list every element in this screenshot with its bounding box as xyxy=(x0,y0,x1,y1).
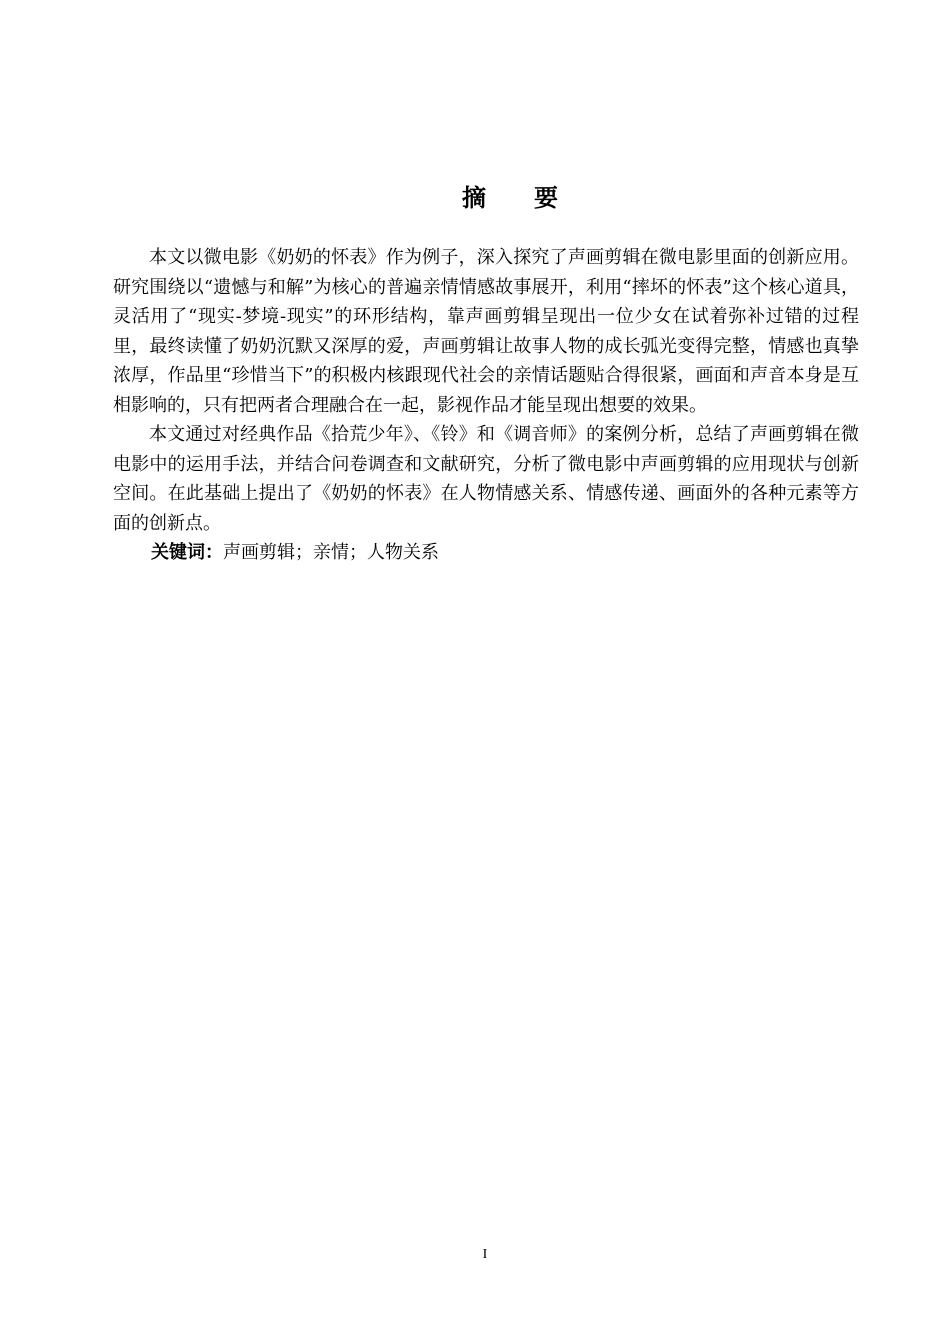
page-number: I xyxy=(482,1247,488,1262)
keywords-label: 关键词： xyxy=(151,542,223,563)
abstract-title-char-1: 摘 xyxy=(462,184,486,212)
keywords-line xyxy=(113,538,859,568)
keywords-value: 声画剪辑；亲情；人物关系 xyxy=(223,542,439,563)
abstract-title xyxy=(0,178,950,213)
abstract-body xyxy=(113,243,859,568)
abstract-title-char-2: 要 xyxy=(534,184,558,212)
abstract-paragraph-1: 本文以微电影《奶奶的怀表》作为例子，深入探究了声画剪辑在微电影里面的创新应用。研究围绕以“遗憾与和解”为核心的普遍亲情情感故事展开，利用“摔坏的怀表”这个核心道具，灵活用了“现实-梦境-现实”的环形结构，靠声画剪辑呈现出一位少女在试着弥补过错的过程里，最终读懂了奶奶沉默又深厚的爱，声画剪辑让故事人物的成长弧光变得完整，情感也真挚浓厚，作品里“珍惜当下”的积极内核跟现代社会的亲情话题贴合得很紧，画面和声音本身是互相影响的，只有把两者合理融合在一起，影视作品才能呈现出想要的效果。 xyxy=(113,247,859,416)
abstract-paragraph-2: 本文通过对经典作品《拾荒少年》、《铃》和《调音师》的案例分析，总结了声画剪辑在微电影中的运用手法，并结合问卷调查和文献研究，分析了微电影中声画剪辑的应用现状与创新空间。在此基础上提出了《奶奶的怀表》在人物情感关系、情感传递、画面外的各种元素等方面的创新点。 xyxy=(113,424,859,534)
